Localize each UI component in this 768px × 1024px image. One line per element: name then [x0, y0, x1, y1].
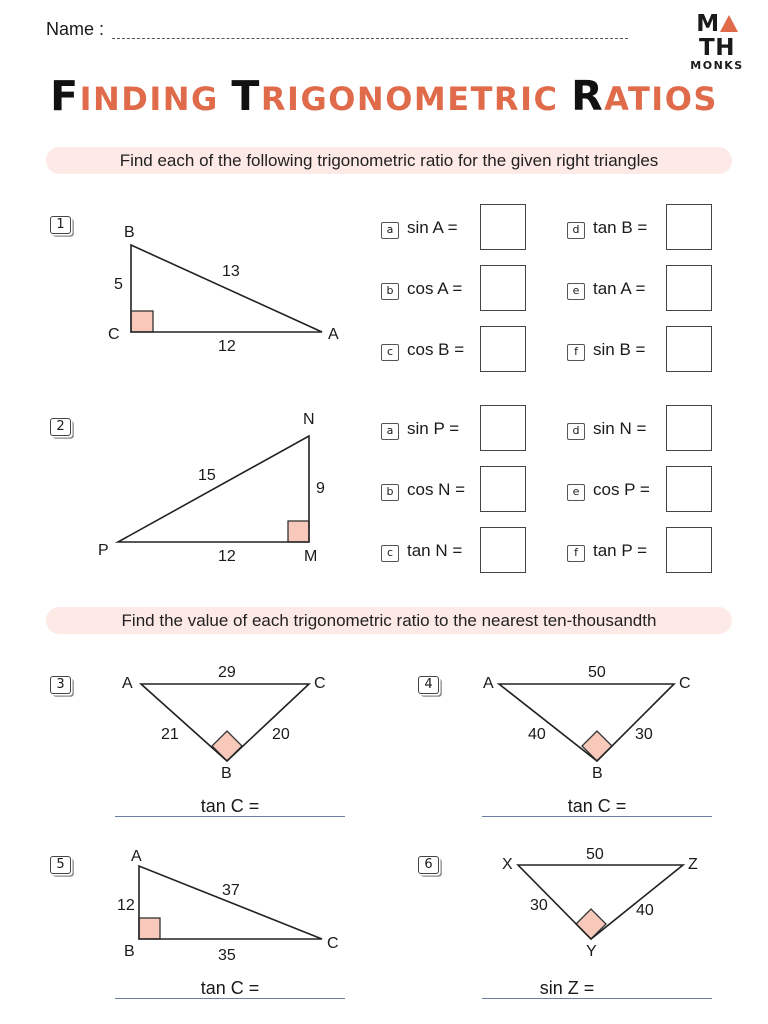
problem-4-side-ac: 50: [588, 664, 606, 681]
question-expression: sin A =: [407, 218, 458, 237]
question-letter: e: [567, 283, 585, 300]
problem-1-vertex-c: C: [108, 326, 120, 343]
problem-6-side-zy: 40: [636, 902, 654, 919]
question-letter: c: [381, 344, 399, 361]
problem-5-vertex-b: B: [124, 943, 135, 960]
question-expression: tan B =: [593, 218, 648, 237]
title-word-2: TRIGONOMETRIC: [231, 72, 559, 120]
question-expression: cos B =: [407, 340, 465, 359]
question-expression: cos P =: [593, 480, 650, 499]
logo-subtitle: MONKS: [690, 59, 744, 72]
problem-4-vertex-b: B: [592, 765, 603, 782]
problem-2-side-nm: 9: [316, 480, 325, 497]
problem-3-side-ac: 29: [218, 664, 236, 681]
problem-5-number: 5: [50, 856, 71, 874]
problem-4-prompt: tan C =: [567, 796, 627, 816]
problem-4-vertex-c: C: [679, 675, 691, 692]
question-expression: tan N =: [407, 541, 463, 560]
title-word-1: FINDING: [50, 72, 219, 120]
problem-1-vertex-a: A: [328, 326, 339, 343]
problem-3-vertex-b: B: [221, 765, 232, 782]
problem-6-answer-line[interactable]: [482, 998, 712, 999]
title-word-3: RATIOS: [571, 72, 718, 120]
logo-letters-th: TH: [699, 35, 735, 61]
problem-3-side-ab: 21: [161, 726, 179, 743]
problem-3-vertex-a: A: [122, 675, 133, 692]
question-letter: b: [381, 283, 399, 300]
problem-3-side-cb: 20: [272, 726, 290, 743]
problem-6-prompt: sin Z =: [539, 978, 595, 998]
problem-1-number: 1: [50, 216, 71, 234]
problem-6-vertex-z: Z: [688, 856, 698, 873]
question-expression: tan P =: [593, 541, 648, 560]
question-letter: e: [567, 484, 585, 501]
problem-2-number: 2: [50, 418, 71, 436]
question-expression: sin P =: [407, 419, 460, 438]
problem-2-side-pm: 12: [218, 548, 236, 565]
section1-instruction-banner: Find each of the following trigonometric ratio for the given right triangles: [46, 147, 732, 174]
section2-instruction-banner: Find the value of each trigonometric ratio to the nearest ten-thousandth: [46, 607, 732, 634]
problem-5-side-ab: 12: [117, 897, 135, 914]
question-letter: c: [381, 545, 399, 562]
problem-6-side-xz: 50: [586, 846, 604, 863]
name-label: Name :: [46, 19, 105, 39]
problem-2-vertex-p: P: [98, 542, 109, 559]
question-letter: f: [567, 344, 585, 361]
problem-5-prompt: tan C =: [200, 978, 260, 998]
question-letter: b: [381, 484, 399, 501]
problem-1-side-ab: 13: [222, 263, 240, 280]
problem-5-side-bc: 35: [218, 947, 236, 964]
question-expression: sin N =: [593, 419, 647, 438]
problem-1-side-ca: 12: [218, 338, 236, 355]
question-letter: d: [567, 222, 585, 239]
problem-2-vertex-n: N: [303, 411, 315, 428]
problem-6-number: 6: [418, 856, 439, 874]
logo-letter-m: M: [696, 11, 720, 37]
problem-1-side-bc: 5: [114, 276, 123, 293]
problem-3-prompt: tan C =: [200, 796, 260, 816]
question-letter: a: [381, 423, 399, 440]
question-letter: f: [567, 545, 585, 562]
problem-3-number: 3: [50, 676, 71, 694]
problem-5-vertex-c: C: [327, 935, 339, 952]
problem-6-side-xy: 30: [530, 897, 548, 914]
problem-5-vertex-a: A: [131, 848, 142, 865]
question-expression: cos N =: [407, 480, 466, 499]
question-expression: tan A =: [593, 279, 646, 298]
problem-4-number: 4: [418, 676, 439, 694]
problem-6-vertex-y: Y: [586, 943, 597, 960]
problem-4-side-ab: 40: [528, 726, 546, 743]
problem-6-right-angle-marker: [576, 909, 606, 939]
question-expression: cos A =: [407, 279, 463, 298]
problem-4-vertex-a: A: [483, 675, 494, 692]
problem-2-vertex-m: M: [304, 548, 318, 565]
problem-1-vertex-b: B: [124, 224, 135, 241]
problem-2-side-pn: 15: [198, 467, 216, 484]
question-letter: d: [567, 423, 585, 440]
question-letter: a: [381, 222, 399, 239]
problem-6-vertex-x: X: [502, 856, 513, 873]
problem-4-side-cb: 30: [635, 726, 653, 743]
question-expression: sin B =: [593, 340, 646, 359]
problem-3-vertex-c: C: [314, 675, 326, 692]
problem-5-side-ac: 37: [222, 882, 240, 899]
